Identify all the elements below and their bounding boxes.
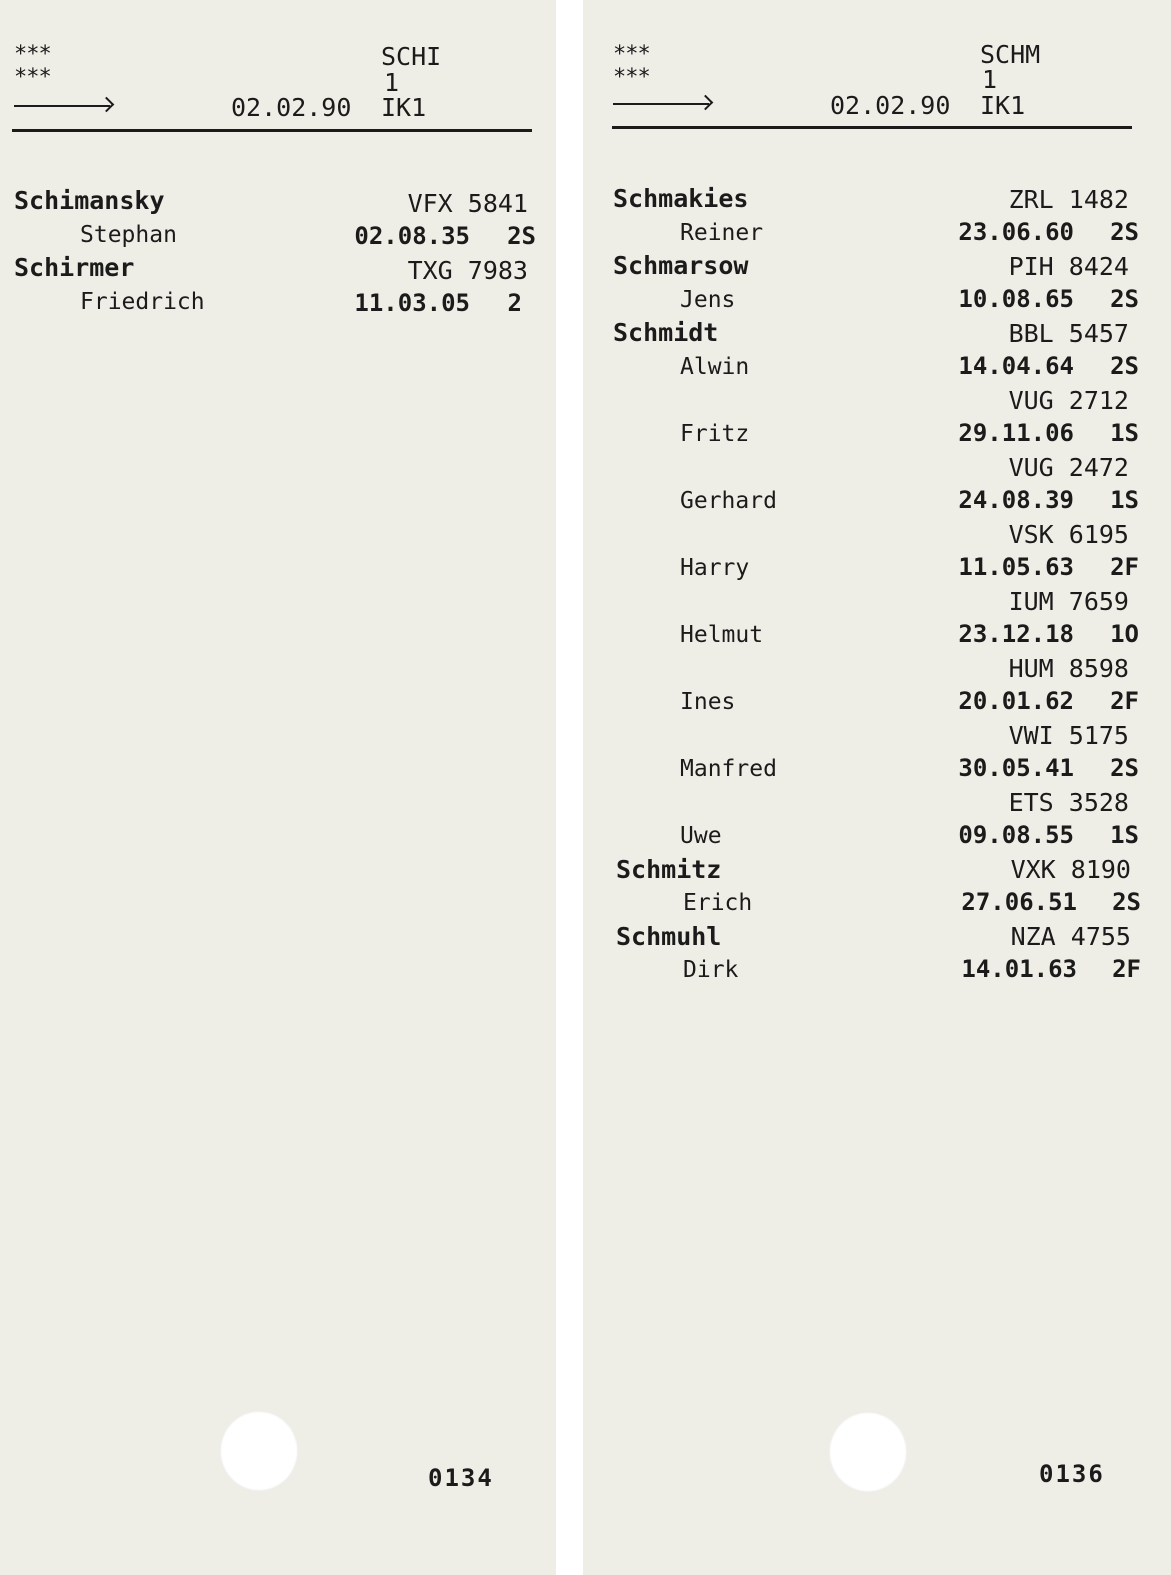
card-key-number: 1 [982, 65, 998, 94]
entry-surname: Schmarsow [613, 251, 749, 280]
entry-given-name: Friedrich [80, 289, 205, 315]
entry-code: HUM 8598 [1008, 654, 1129, 683]
entry-class: 2F [1112, 955, 1141, 983]
entry-date: 11.03.05 [354, 289, 470, 317]
entry-date: 29.11.06 [958, 419, 1074, 447]
entry-given-name: Uwe [680, 823, 722, 849]
entry-code: VUG 2712 [1008, 386, 1129, 415]
entry-date: 20.01.62 [958, 687, 1074, 715]
entry-date: 23.06.60 [958, 218, 1074, 246]
header-rule [612, 126, 1132, 129]
entry-code: VXK 8190 [1010, 855, 1131, 884]
entry-class: 2 [507, 289, 522, 317]
index-card-0134 [0, 0, 556, 1575]
entry-class: 1S [1110, 419, 1139, 447]
entry-code: PIH 8424 [1008, 252, 1129, 281]
entry-class: 2F [1110, 553, 1139, 581]
card-key: SCHI [381, 42, 442, 71]
entry-class: 2S [507, 222, 536, 250]
index-card-0136 [583, 0, 1171, 1575]
arrow-icon [14, 105, 110, 107]
entry-class: 1O [1110, 620, 1139, 648]
entry-class: 2S [1112, 888, 1141, 916]
entry-date: 10.08.65 [958, 285, 1074, 313]
entry-code: VUG 2472 [1008, 453, 1129, 482]
entry-code: TXG 7983 [407, 256, 528, 285]
entry-date: 02.08.35 [354, 222, 470, 250]
entry-date: 09.08.55 [958, 821, 1074, 849]
card-code: IK1 [980, 91, 1026, 120]
entry-class: 2S [1110, 285, 1139, 313]
entry-given-name: Helmut [680, 622, 764, 648]
entry-code: IUM 7659 [1008, 587, 1129, 616]
entry-given-name: Manfred [680, 756, 777, 782]
entry-class: 2S [1110, 218, 1139, 246]
punch-hole [829, 1412, 907, 1492]
entry-date: 23.12.18 [958, 620, 1074, 648]
entry-given-name: Erich [683, 890, 753, 916]
card-date: 02.02.90 [231, 93, 352, 122]
entry-surname: Schmuhl [616, 922, 722, 951]
entry-class: 2S [1110, 352, 1139, 380]
entry-code: NZA 4755 [1010, 922, 1131, 951]
header-rule [12, 129, 532, 132]
entry-class: 1S [1110, 486, 1139, 514]
entry-date: 11.05.63 [958, 553, 1074, 581]
stars-line-2: *** [14, 65, 51, 90]
card-key: SCHM [980, 40, 1041, 69]
entry-code: VWI 5175 [1008, 721, 1129, 750]
entry-code: VFX 5841 [407, 189, 528, 218]
entry-given-name: Dirk [683, 957, 739, 983]
card-code: IK1 [381, 93, 427, 122]
entry-date: 14.04.64 [958, 352, 1074, 380]
entry-given-name: Reiner [680, 220, 764, 246]
entry-class: 2S [1110, 754, 1139, 782]
stars-line-1: *** [14, 42, 51, 67]
entry-date: 27.06.51 [961, 888, 1077, 916]
entry-given-name: Alwin [680, 354, 750, 380]
punch-hole [220, 1411, 298, 1491]
entry-code: ZRL 1482 [1008, 185, 1129, 214]
entry-date: 14.01.63 [961, 955, 1077, 983]
stars-line-1: *** [613, 42, 650, 67]
entry-given-name: Jens [680, 287, 736, 313]
entry-date: 24.08.39 [958, 486, 1074, 514]
entry-surname: Schirmer [14, 253, 135, 282]
entry-code: BBL 5457 [1008, 319, 1129, 348]
entry-surname: Schmakies [613, 184, 749, 213]
entry-given-name: Harry [680, 555, 750, 581]
entry-surname: Schimansky [14, 186, 165, 215]
entry-surname: Schmitz [616, 855, 722, 884]
entry-code: ETS 3528 [1008, 788, 1129, 817]
entry-class: 2F [1110, 687, 1139, 715]
card-number: 0134 [428, 1464, 494, 1492]
entry-given-name: Gerhard [680, 488, 777, 514]
entry-date: 30.05.41 [958, 754, 1074, 782]
entry-code: VSK 6195 [1008, 520, 1129, 549]
arrow-icon [613, 103, 709, 105]
entry-given-name: Ines [680, 689, 736, 715]
card-date: 02.02.90 [830, 91, 951, 120]
card-number: 0136 [1039, 1460, 1105, 1488]
entry-class: 1S [1110, 821, 1139, 849]
card-key-number: 1 [384, 68, 400, 97]
entry-given-name: Fritz [680, 421, 750, 447]
entry-surname: Schmidt [613, 318, 719, 347]
stars-line-2: *** [613, 65, 650, 90]
entry-given-name: Stephan [80, 222, 177, 248]
